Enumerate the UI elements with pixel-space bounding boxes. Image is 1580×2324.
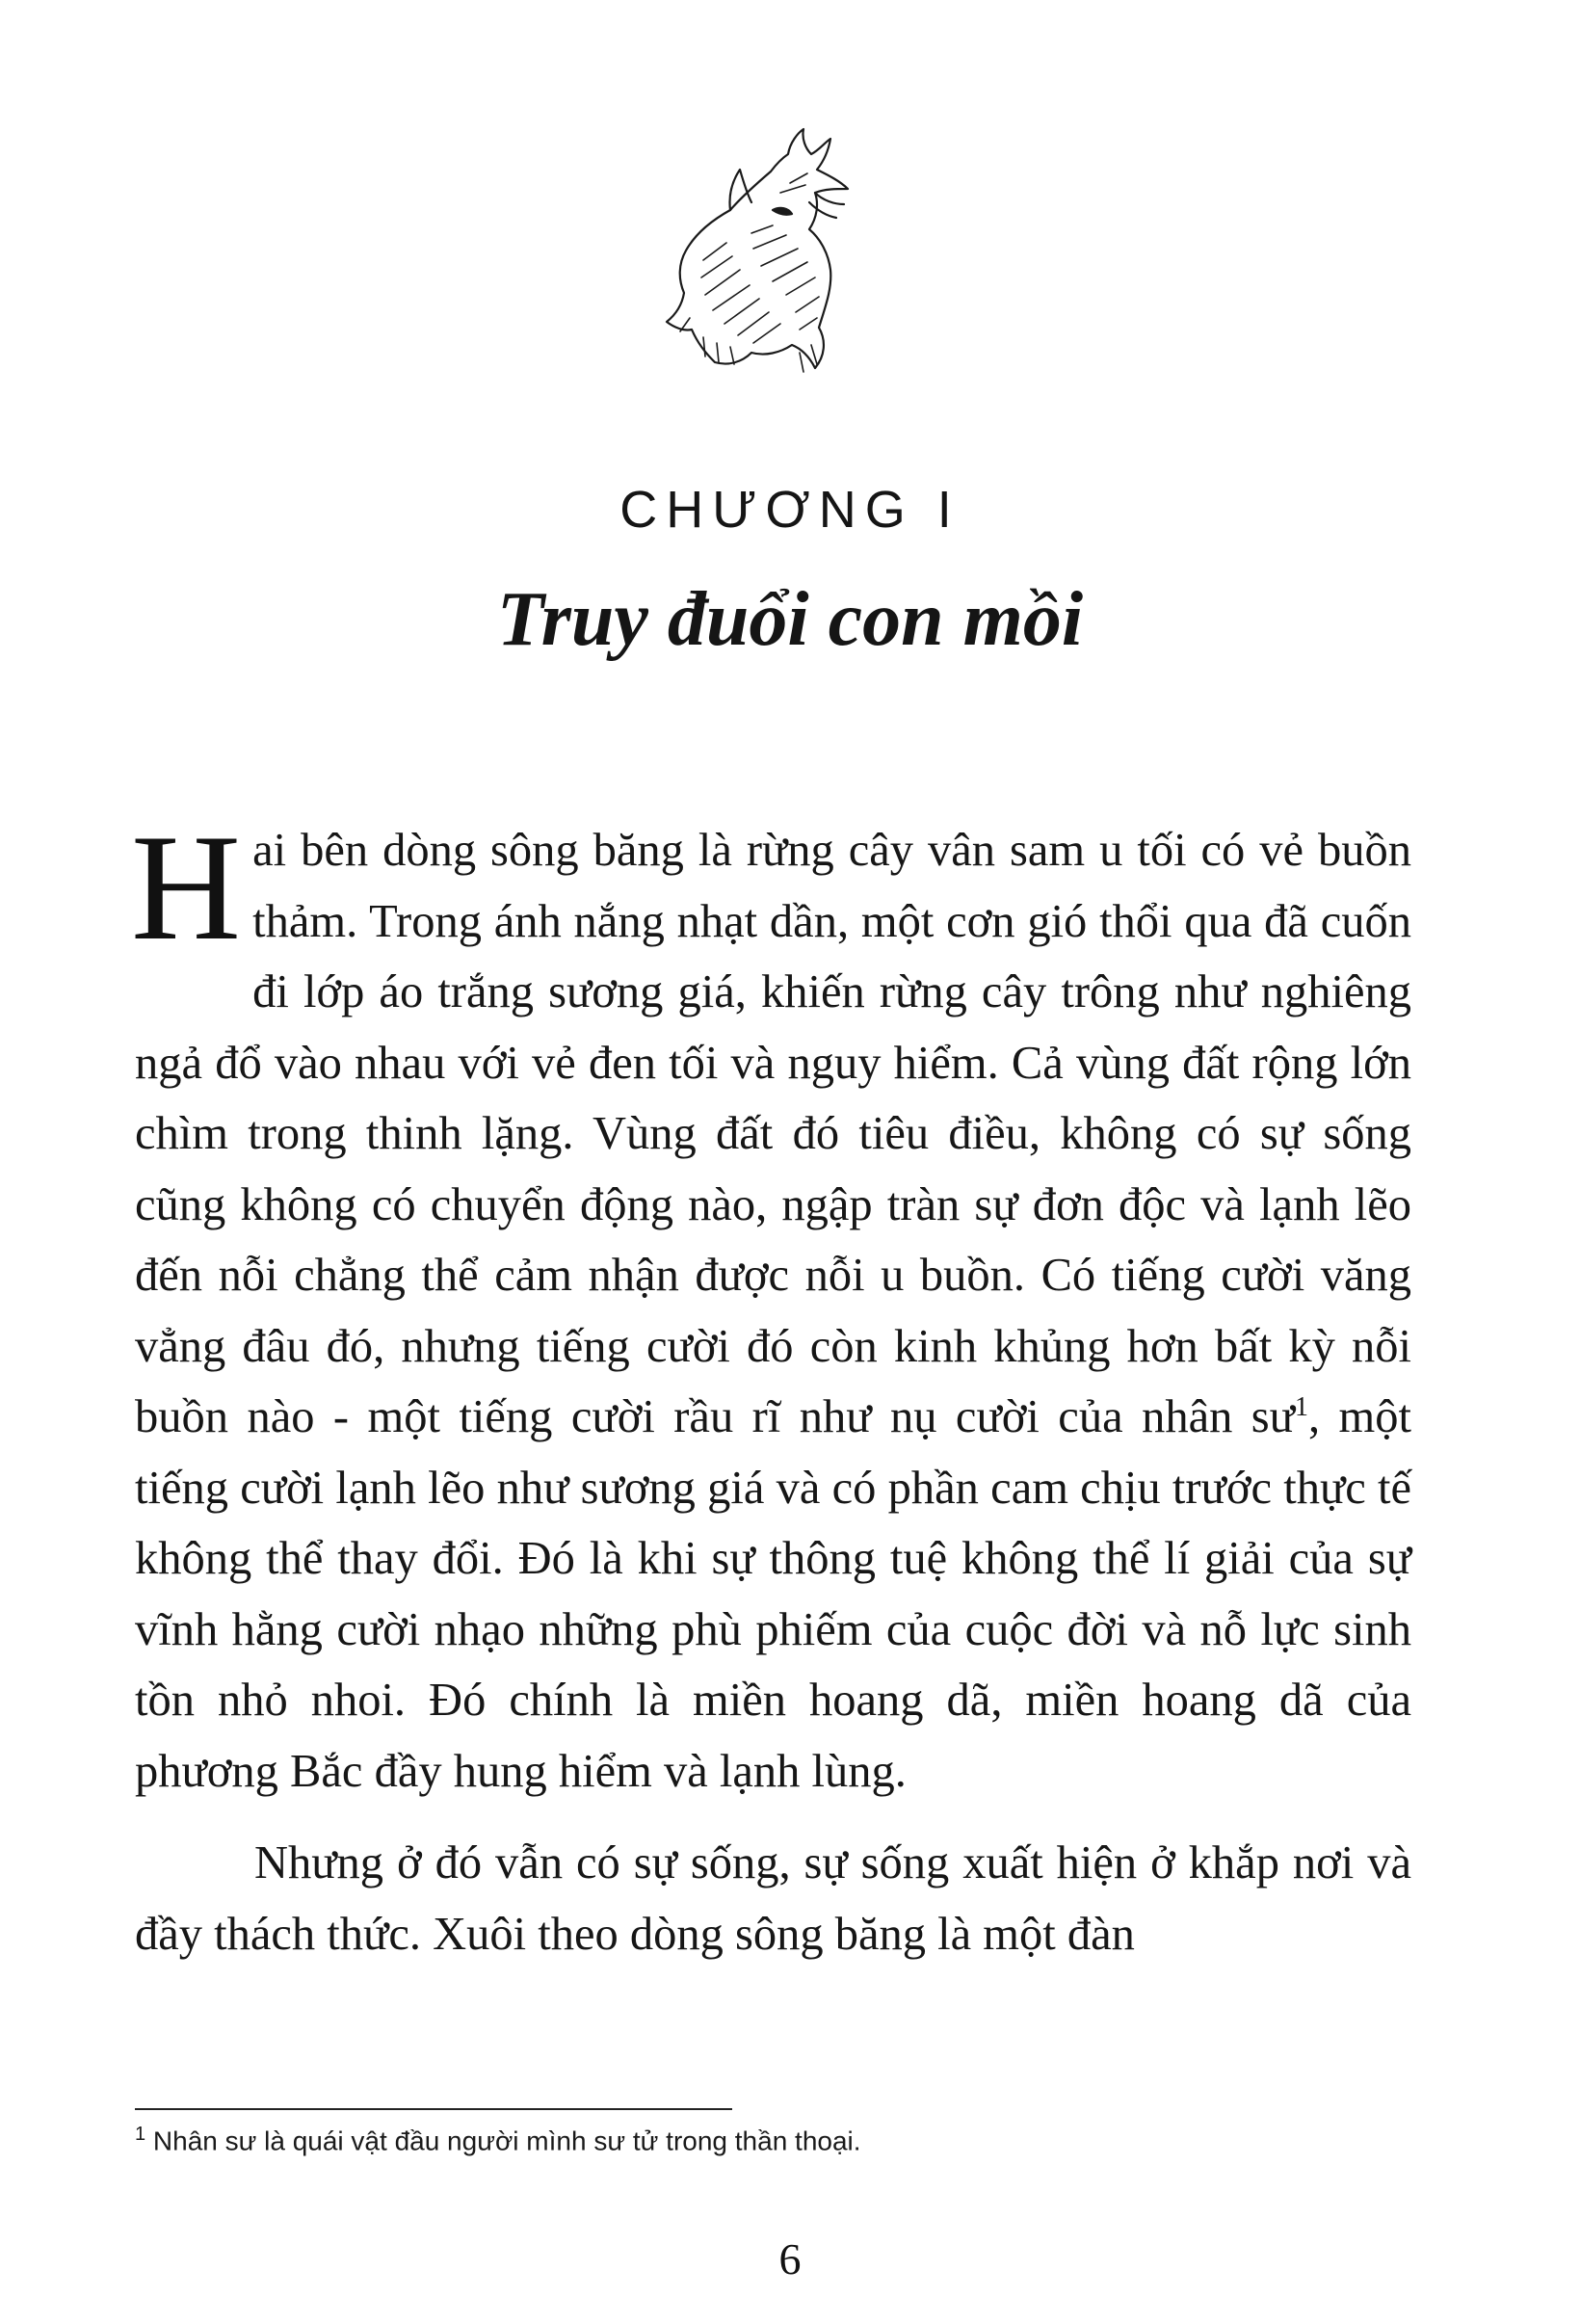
paragraph: Nhưng ở đó vẫn có sự sống, sự sống xuất hiện ở khắp nơi và đầy thách thức. Xuôi theo dòng sông băng là một đàn <box>135 1837 1411 1960</box>
page-number: 6 <box>778 2234 802 2284</box>
howling-wolf-icon <box>645 125 906 395</box>
paragraph-text-continued: , một tiếng cười lạnh lẽo như sương giá và có phần cam chịu trước thực tế không thể thay đổi. Đó là khi sự thông tuệ không thể lí giải của sự vĩnh hằng cười nhạo những phù phiếm của cuộc đời và nỗ lực sinh tồn nhỏ nhoi. Đó chính là miền hoang dã, miền hoang dã của phương Bắc đầy hung hiểm và lạnh lùng. <box>135 1391 1411 1797</box>
chapter-label: CHƯƠNG I <box>619 481 961 539</box>
drop-cap: H <box>131 804 242 972</box>
footnote-divider <box>135 2108 732 2110</box>
paragraph-text: ai bên dòng sông băng là rừng cây vân sam u tối có vẻ buồn thảm. Trong ánh nắng nhạt dần, một cơn gió thổi qua đã cuốn đi lớp áo trắng sương giá, khiến rừng cây trông như nghiêng ngả đổ vào nhau với vẻ đen tối và nguy hiểm. Cả vùng đất rộng lớn chìm trong thinh lặng. Vùng đất đó tiêu điều, không có sự sống cũng không có chuyển động nào, ngập tràn sự đơn độc và lạnh lẽo đến nỗi chẳng thể cảm nhận được nỗi u buồn. Có tiếng cười văng vẳng đâu đó, nhưng tiếng cười đó còn kinh khủng hơn bất kỳ nỗi buồn nào - một tiếng cười rầu rĩ như nụ cười của nhân sư <box>135 825 1411 1442</box>
body-text <box>131 804 1411 1969</box>
footnote-number: 1 <box>135 2124 146 2145</box>
footnote-marker[interactable]: 1 <box>1294 1391 1308 1422</box>
footnote <box>135 2124 1387 2156</box>
paragraph <box>131 804 1411 1807</box>
chapter-title: Truy đuổi con mồi <box>496 577 1084 662</box>
footnote-text: Nhân sư là quái vật đầu người mình sư tử trong thần thoại. <box>145 2126 861 2156</box>
